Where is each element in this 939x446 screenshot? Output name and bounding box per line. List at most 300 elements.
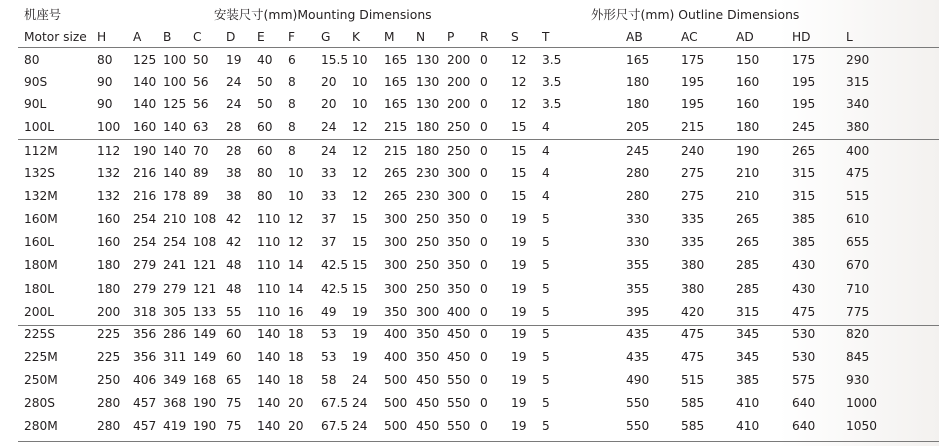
table-cell: 15.5 bbox=[321, 53, 349, 67]
table-cell: 160 bbox=[97, 212, 121, 226]
table-cell: 19 bbox=[352, 305, 368, 319]
motor-size-cell: 225S bbox=[24, 327, 55, 341]
table-cell: 5 bbox=[542, 235, 550, 249]
table-cell: 355 bbox=[626, 282, 650, 296]
table-cell: 49 bbox=[321, 305, 337, 319]
table-cell: 19 bbox=[511, 350, 527, 364]
table-cell: 15 bbox=[511, 120, 527, 134]
table-cell: 410 bbox=[736, 419, 760, 433]
table-cell: 10 bbox=[288, 166, 304, 180]
table-cell: 178 bbox=[163, 189, 187, 203]
column-header: K bbox=[352, 30, 360, 44]
table-cell: 50 bbox=[257, 75, 273, 89]
column-header: AD bbox=[736, 30, 754, 44]
table-cell: 5 bbox=[542, 258, 550, 272]
table-cell: 0 bbox=[480, 258, 488, 272]
motor-size-cell: 90L bbox=[24, 97, 47, 111]
table-cell: 250 bbox=[97, 373, 121, 387]
table-cell: 350 bbox=[447, 282, 471, 296]
table-cell: 300 bbox=[384, 282, 408, 296]
table-cell: 400 bbox=[846, 144, 870, 158]
table-cell: 215 bbox=[681, 120, 705, 134]
table-cell: 305 bbox=[163, 305, 187, 319]
table-cell: 315 bbox=[736, 305, 760, 319]
table-cell: 14 bbox=[288, 282, 304, 296]
table-cell: 250 bbox=[416, 258, 440, 272]
table-cell: 190 bbox=[193, 419, 217, 433]
column-header: L bbox=[846, 30, 853, 44]
column-header: E bbox=[257, 30, 265, 44]
table-cell: 585 bbox=[681, 396, 705, 410]
table-cell: 195 bbox=[792, 75, 816, 89]
column-header: AC bbox=[681, 30, 698, 44]
table-cell: 265 bbox=[736, 235, 760, 249]
table-cell: 24 bbox=[321, 144, 337, 158]
table-cell: 380 bbox=[846, 120, 870, 134]
table-cell: 240 bbox=[681, 144, 705, 158]
table-cell: 180 bbox=[626, 97, 650, 111]
table-cell: 245 bbox=[626, 144, 650, 158]
table-cell: 5 bbox=[542, 282, 550, 296]
motor-size-cell: 112M bbox=[24, 144, 58, 158]
row-divider bbox=[18, 139, 939, 140]
table-cell: 490 bbox=[626, 373, 650, 387]
table-cell: 285 bbox=[736, 282, 760, 296]
motor-size-cell: 200L bbox=[24, 305, 55, 319]
table-cell: 12 bbox=[511, 75, 527, 89]
table-cell: 24 bbox=[352, 373, 368, 387]
table-cell: 0 bbox=[480, 235, 488, 249]
table-cell: 19 bbox=[511, 396, 527, 410]
table-cell: 300 bbox=[384, 258, 408, 272]
table-cell: 0 bbox=[480, 305, 488, 319]
column-header: Motor size bbox=[24, 30, 87, 44]
table-cell: 330 bbox=[626, 212, 650, 226]
table-cell: 400 bbox=[384, 327, 408, 341]
table-cell: 149 bbox=[193, 327, 217, 341]
table-cell: 20 bbox=[321, 75, 337, 89]
table-cell: 515 bbox=[846, 189, 870, 203]
table-cell: 315 bbox=[792, 189, 816, 203]
table-cell: 4 bbox=[542, 144, 550, 158]
table-cell: 140 bbox=[257, 327, 281, 341]
table-cell: 435 bbox=[626, 327, 650, 341]
table-cell: 24 bbox=[352, 419, 368, 433]
table-cell: 90 bbox=[97, 97, 113, 111]
table-cell: 48 bbox=[226, 282, 242, 296]
mounting-dimensions-title: 安装尺寸(mm)Mounting Dimensions bbox=[214, 7, 432, 22]
table-cell: 121 bbox=[193, 282, 217, 296]
table-cell: 335 bbox=[681, 235, 705, 249]
table-cell: 335 bbox=[681, 212, 705, 226]
table-cell: 55 bbox=[226, 305, 242, 319]
motor-size-cell: 225M bbox=[24, 350, 58, 364]
table-cell: 15 bbox=[511, 166, 527, 180]
table-cell: 100 bbox=[163, 75, 187, 89]
table-cell: 20 bbox=[288, 419, 304, 433]
table-cell: 355 bbox=[626, 258, 650, 272]
table-cell: 205 bbox=[626, 120, 650, 134]
table-cell: 125 bbox=[133, 53, 157, 67]
table-cell: 216 bbox=[133, 166, 157, 180]
table-cell: 38 bbox=[226, 189, 242, 203]
table-cell: 19 bbox=[511, 258, 527, 272]
table-cell: 5 bbox=[542, 305, 550, 319]
table-cell: 19 bbox=[511, 327, 527, 341]
table-cell: 18 bbox=[288, 373, 304, 387]
table-cell: 500 bbox=[384, 396, 408, 410]
table-cell: 110 bbox=[257, 258, 281, 272]
table-cell: 419 bbox=[163, 419, 187, 433]
table-cell: 200 bbox=[97, 305, 121, 319]
table-cell: 300 bbox=[416, 305, 440, 319]
table-cell: 75 bbox=[226, 396, 242, 410]
motor-size-cell: 160L bbox=[24, 235, 55, 249]
table-cell: 149 bbox=[193, 350, 217, 364]
table-cell: 550 bbox=[447, 419, 471, 433]
table-cell: 10 bbox=[352, 53, 368, 67]
table-cell: 80 bbox=[97, 53, 113, 67]
table-cell: 160 bbox=[736, 97, 760, 111]
table-cell: 19 bbox=[511, 235, 527, 249]
table-cell: 225 bbox=[97, 327, 121, 341]
table-cell: 230 bbox=[416, 189, 440, 203]
table-cell: 8 bbox=[288, 120, 296, 134]
table-cell: 356 bbox=[133, 350, 157, 364]
column-header: H bbox=[97, 30, 107, 44]
column-header: M bbox=[384, 30, 395, 44]
table-cell: 180 bbox=[97, 282, 121, 296]
table-cell: 345 bbox=[736, 327, 760, 341]
table-cell: 356 bbox=[133, 327, 157, 341]
table-cell: 190 bbox=[193, 396, 217, 410]
table-cell: 710 bbox=[846, 282, 870, 296]
table-cell: 8 bbox=[288, 144, 296, 158]
table-cell: 475 bbox=[846, 166, 870, 180]
table-cell: 53 bbox=[321, 350, 337, 364]
table-cell: 140 bbox=[257, 350, 281, 364]
table-cell: 58 bbox=[321, 373, 337, 387]
table-cell: 430 bbox=[792, 282, 816, 296]
table-cell: 90 bbox=[97, 75, 113, 89]
table-cell: 315 bbox=[792, 166, 816, 180]
table-cell: 350 bbox=[384, 305, 408, 319]
table-cell: 18 bbox=[288, 327, 304, 341]
table-cell: 550 bbox=[626, 419, 650, 433]
column-header: G bbox=[321, 30, 331, 44]
table-cell: 130 bbox=[416, 53, 440, 67]
table-cell: 349 bbox=[163, 373, 187, 387]
table-cell: 457 bbox=[133, 396, 157, 410]
table-cell: 165 bbox=[626, 53, 650, 67]
table-cell: 655 bbox=[846, 235, 870, 249]
table-cell: 300 bbox=[447, 189, 471, 203]
table-cell: 530 bbox=[792, 350, 816, 364]
table-cell: 250 bbox=[416, 235, 440, 249]
table-cell: 133 bbox=[193, 305, 217, 319]
table-cell: 140 bbox=[257, 419, 281, 433]
table-cell: 8 bbox=[288, 97, 296, 111]
column-header: HD bbox=[792, 30, 811, 44]
table-cell: 130 bbox=[416, 97, 440, 111]
table-cell: 395 bbox=[626, 305, 650, 319]
column-header: F bbox=[288, 30, 296, 44]
table-cell: 254 bbox=[163, 235, 187, 249]
table-cell: 15 bbox=[352, 282, 368, 296]
table-cell: 195 bbox=[681, 75, 705, 89]
table-cell: 311 bbox=[163, 350, 187, 364]
table-cell: 180 bbox=[626, 75, 650, 89]
table-cell: 530 bbox=[792, 327, 816, 341]
table-cell: 406 bbox=[133, 373, 157, 387]
table-cell: 100 bbox=[97, 120, 121, 134]
table-cell: 190 bbox=[736, 144, 760, 158]
table-cell: 19 bbox=[226, 53, 242, 67]
table-cell: 10 bbox=[288, 189, 304, 203]
table-cell: 112 bbox=[97, 144, 121, 158]
table-cell: 640 bbox=[792, 396, 816, 410]
table-cell: 0 bbox=[480, 144, 488, 158]
table-cell: 279 bbox=[163, 282, 187, 296]
table-cell: 80 bbox=[257, 189, 273, 203]
table-cell: 195 bbox=[792, 97, 816, 111]
table-cell: 225 bbox=[97, 350, 121, 364]
table-cell: 500 bbox=[384, 373, 408, 387]
table-cell: 241 bbox=[163, 258, 187, 272]
table-cell: 0 bbox=[480, 75, 488, 89]
table-cell: 385 bbox=[736, 373, 760, 387]
table-cell: 1000 bbox=[846, 396, 878, 410]
table-cell: 275 bbox=[681, 189, 705, 203]
table-cell: 18 bbox=[288, 350, 304, 364]
table-cell: 0 bbox=[480, 419, 488, 433]
table-cell: 140 bbox=[133, 97, 157, 111]
table-cell: 0 bbox=[480, 327, 488, 341]
table-cell: 410 bbox=[736, 396, 760, 410]
table-cell: 420 bbox=[681, 305, 705, 319]
table-cell: 12 bbox=[288, 212, 304, 226]
table-cell: 140 bbox=[163, 166, 187, 180]
table-cell: 5 bbox=[542, 350, 550, 364]
table-cell: 550 bbox=[447, 373, 471, 387]
motor-size-cell: 160M bbox=[24, 212, 58, 226]
table-cell: 210 bbox=[736, 189, 760, 203]
table-cell: 1050 bbox=[846, 419, 878, 433]
table-cell: 12 bbox=[352, 166, 368, 180]
table-cell: 150 bbox=[736, 53, 760, 67]
table-cell: 550 bbox=[626, 396, 650, 410]
table-cell: 56 bbox=[193, 97, 209, 111]
table-cell: 216 bbox=[133, 189, 157, 203]
table-cell: 450 bbox=[416, 396, 440, 410]
table-cell: 845 bbox=[846, 350, 870, 364]
table-cell: 0 bbox=[480, 120, 488, 134]
table-cell: 457 bbox=[133, 419, 157, 433]
table-cell: 350 bbox=[447, 212, 471, 226]
table-cell: 160 bbox=[97, 235, 121, 249]
table-cell: 165 bbox=[384, 75, 408, 89]
table-cell: 110 bbox=[257, 212, 281, 226]
table-cell: 280 bbox=[97, 396, 121, 410]
table-cell: 14 bbox=[288, 258, 304, 272]
table-cell: 10 bbox=[352, 97, 368, 111]
table-cell: 380 bbox=[681, 258, 705, 272]
table-cell: 250 bbox=[416, 282, 440, 296]
column-header: A bbox=[133, 30, 142, 44]
table-cell: 350 bbox=[447, 258, 471, 272]
table-cell: 500 bbox=[384, 419, 408, 433]
table-cell: 200 bbox=[447, 97, 471, 111]
table-cell: 450 bbox=[447, 327, 471, 341]
table-cell: 475 bbox=[792, 305, 816, 319]
table-cell: 60 bbox=[226, 327, 242, 341]
table-cell: 28 bbox=[226, 120, 242, 134]
table-cell: 89 bbox=[193, 166, 209, 180]
table-cell: 775 bbox=[846, 305, 870, 319]
table-cell: 19 bbox=[511, 282, 527, 296]
table-cell: 330 bbox=[626, 235, 650, 249]
table-cell: 8 bbox=[288, 75, 296, 89]
motor-size-cell: 132M bbox=[24, 189, 58, 203]
table-cell: 0 bbox=[480, 97, 488, 111]
table-cell: 350 bbox=[416, 350, 440, 364]
table-cell: 265 bbox=[736, 212, 760, 226]
table-cell: 70 bbox=[193, 144, 209, 158]
column-header: P bbox=[447, 30, 455, 44]
table-cell: 24 bbox=[226, 97, 242, 111]
table-cell: 215 bbox=[384, 144, 408, 158]
table-cell: 165 bbox=[384, 53, 408, 67]
table-cell: 0 bbox=[480, 166, 488, 180]
table-cell: 12 bbox=[511, 97, 527, 111]
table-cell: 254 bbox=[133, 212, 157, 226]
table-cell: 610 bbox=[846, 212, 870, 226]
table-cell: 279 bbox=[133, 258, 157, 272]
table-cell: 3.5 bbox=[542, 97, 562, 111]
motor-size-cell: 100L bbox=[24, 120, 55, 134]
table-cell: 190 bbox=[133, 144, 157, 158]
table-cell: 42.5 bbox=[321, 258, 349, 272]
table-cell: 475 bbox=[681, 327, 705, 341]
table-cell: 80 bbox=[257, 166, 273, 180]
table-cell: 345 bbox=[736, 350, 760, 364]
table-cell: 19 bbox=[511, 373, 527, 387]
table-cell: 180 bbox=[416, 144, 440, 158]
row-divider bbox=[18, 47, 939, 48]
table-cell: 285 bbox=[736, 258, 760, 272]
table-cell: 670 bbox=[846, 258, 870, 272]
table-cell: 340 bbox=[846, 97, 870, 111]
table-cell: 108 bbox=[193, 212, 217, 226]
table-cell: 280 bbox=[626, 166, 650, 180]
table-cell: 24 bbox=[226, 75, 242, 89]
table-cell: 140 bbox=[163, 120, 187, 134]
table-cell: 33 bbox=[321, 166, 337, 180]
table-cell: 19 bbox=[352, 350, 368, 364]
table-cell: 38 bbox=[226, 166, 242, 180]
motor-size-cell: 280S bbox=[24, 396, 55, 410]
table-cell: 140 bbox=[133, 75, 157, 89]
table-cell: 368 bbox=[163, 396, 187, 410]
table-cell: 16 bbox=[288, 305, 304, 319]
table-cell: 250 bbox=[416, 212, 440, 226]
table-cell: 19 bbox=[511, 305, 527, 319]
table-cell: 0 bbox=[480, 282, 488, 296]
table-cell: 132 bbox=[97, 189, 121, 203]
table-cell: 42 bbox=[226, 235, 242, 249]
table-cell: 110 bbox=[257, 282, 281, 296]
table-cell: 40 bbox=[257, 53, 273, 67]
table-cell: 0 bbox=[480, 189, 488, 203]
table-cell: 350 bbox=[416, 327, 440, 341]
table-cell: 820 bbox=[846, 327, 870, 341]
table-cell: 5 bbox=[542, 327, 550, 341]
table-cell: 0 bbox=[480, 350, 488, 364]
table-cell: 0 bbox=[480, 212, 488, 226]
table-cell: 37 bbox=[321, 235, 337, 249]
column-header: N bbox=[416, 30, 426, 44]
table-cell: 280 bbox=[626, 189, 650, 203]
table-cell: 230 bbox=[416, 166, 440, 180]
table-cell: 380 bbox=[681, 282, 705, 296]
outline-dimensions-title: 外形尺寸(mm) Outline Dimensions bbox=[591, 7, 800, 22]
table-cell: 20 bbox=[321, 97, 337, 111]
table-cell: 4 bbox=[542, 189, 550, 203]
table-cell: 215 bbox=[384, 120, 408, 134]
table-cell: 12 bbox=[511, 53, 527, 67]
table-cell: 315 bbox=[846, 75, 870, 89]
table-cell: 132 bbox=[97, 166, 121, 180]
table-cell: 10 bbox=[352, 75, 368, 89]
table-cell: 63 bbox=[193, 120, 209, 134]
table-cell: 279 bbox=[133, 282, 157, 296]
table-cell: 175 bbox=[681, 53, 705, 67]
table-cell: 12 bbox=[288, 235, 304, 249]
table-cell: 275 bbox=[681, 166, 705, 180]
table-cell: 67.5 bbox=[321, 396, 349, 410]
table-cell: 60 bbox=[226, 350, 242, 364]
table-cell: 108 bbox=[193, 235, 217, 249]
table-cell: 160 bbox=[736, 75, 760, 89]
motor-size-cell: 280M bbox=[24, 419, 58, 433]
table-cell: 75 bbox=[226, 419, 242, 433]
table-cell: 450 bbox=[416, 373, 440, 387]
motor-size-cell: 180M bbox=[24, 258, 58, 272]
table-cell: 210 bbox=[163, 212, 187, 226]
table-cell: 585 bbox=[681, 419, 705, 433]
table-cell: 168 bbox=[193, 373, 217, 387]
row-divider bbox=[18, 325, 939, 326]
table-cell: 385 bbox=[792, 235, 816, 249]
table-cell: 575 bbox=[792, 373, 816, 387]
column-header: C bbox=[193, 30, 202, 44]
table-cell: 19 bbox=[352, 327, 368, 341]
table-cell: 121 bbox=[193, 258, 217, 272]
table-cell: 640 bbox=[792, 419, 816, 433]
table-cell: 100 bbox=[163, 53, 187, 67]
table-cell: 550 bbox=[447, 396, 471, 410]
table-cell: 50 bbox=[257, 97, 273, 111]
motor-size-title-cn: 机座号 bbox=[24, 7, 62, 22]
table-cell: 180 bbox=[416, 120, 440, 134]
table-cell: 125 bbox=[163, 97, 187, 111]
table-cell: 4 bbox=[542, 120, 550, 134]
table-cell: 15 bbox=[352, 212, 368, 226]
table-cell: 89 bbox=[193, 189, 209, 203]
table-cell: 280 bbox=[97, 419, 121, 433]
table-cell: 0 bbox=[480, 396, 488, 410]
table-cell: 318 bbox=[133, 305, 157, 319]
